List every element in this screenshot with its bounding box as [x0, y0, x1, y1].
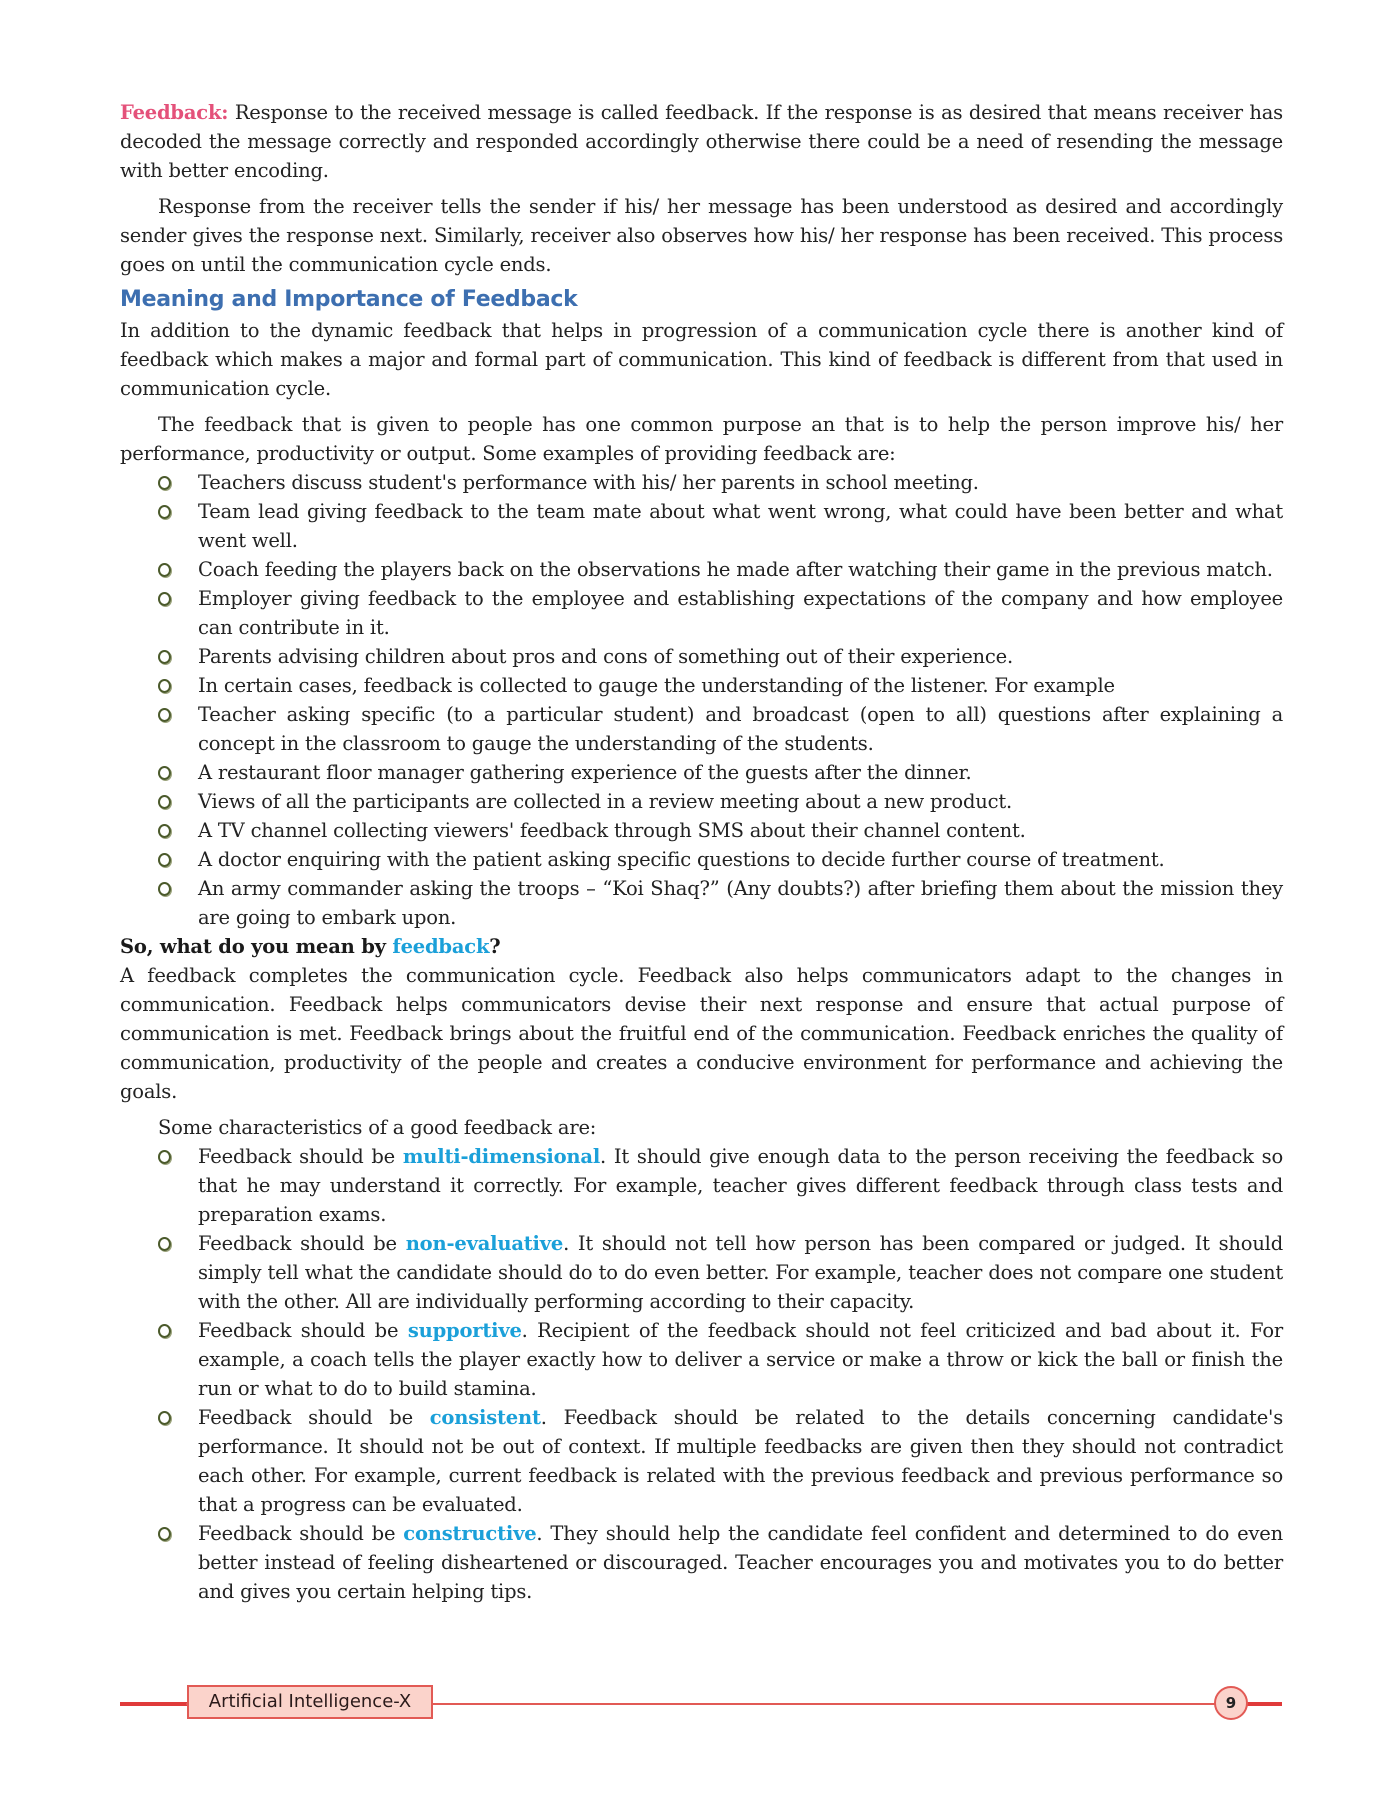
characteristic-term: supportive: [407, 1319, 522, 1342]
circle-bullet-icon: [158, 592, 171, 606]
list-item: Feedback should be multi-dimensional. It should give enough data to the person receiving the feedback so that he may understand it correctly. For example, teacher gives different feedback through class tests and preparation exams.: [120, 1142, 1283, 1229]
circle-bullet-icon: [158, 853, 171, 867]
meaning-subheading: So, what do you mean by feedback?: [120, 935, 501, 958]
circle-bullet-icon: [158, 1237, 171, 1251]
circle-bullet-icon: [158, 766, 171, 780]
footer-book-title: Artificial Intelligence-X: [187, 1685, 433, 1719]
characteristic-term: consistent: [429, 1406, 541, 1429]
characteristic-term: constructive: [403, 1522, 537, 1545]
list-item: Coach feeding the players back on the observations he made after watching their game in the previous match.: [120, 555, 1283, 584]
circle-bullet-icon: [158, 1411, 171, 1425]
list-item: An army commander asking the troops – “Koi Shaq?” (Any doubts?) after briefing them about the mission they are going to embark upon.: [120, 874, 1283, 932]
circle-bullet-icon: [158, 1324, 171, 1338]
examples-list: [120, 468, 1283, 932]
circle-bullet-icon: [158, 563, 171, 577]
list-item: Team lead giving feedback to the team mate about what went wrong, what could have been better and what went well.: [120, 497, 1283, 555]
page-content: [120, 98, 1283, 1606]
list-item: Teachers discuss student's performance with his/ her parents in school meeting.: [120, 468, 1283, 497]
page-number-badge: 9: [1214, 1686, 1248, 1720]
list-item: Teacher asking specific (to a particular student) and broadcast (open to all) questions after explaining a concept in the classroom to gauge the understanding of the students.: [120, 700, 1283, 758]
circle-bullet-icon: [158, 1150, 171, 1164]
list-item: Feedback should be supportive. Recipient of the feedback should not feel criticized and bad about it. For example, a coach tells the player exactly how to deliver a service or make a throw or kick the ball or finish the run or what to do to build stamina.: [120, 1316, 1283, 1403]
feedback-highlight: feedback: [392, 935, 490, 958]
list-item: Employer giving feedback to the employee and establishing expectations of the company and how employee can contribute in it.: [120, 584, 1283, 642]
circle-bullet-icon: [158, 824, 171, 838]
circle-bullet-icon: [158, 679, 171, 693]
feedback-lead-term: Feedback:: [120, 101, 229, 124]
section-paragraph-2: The feedback that is given to people has one common purpose an that is to help the person improve his/ her performance, productivity or output. Some examples of providing feedback are:: [120, 413, 1283, 465]
section-heading: Meaning and Importance of Feedback: [120, 287, 578, 312]
circle-bullet-icon: [158, 882, 171, 896]
intro-paragraph-1: Feedback: Response to the received message is called feedback. If the response is as desired that means receiver has decoded the message correctly and responded accordingly otherwise there could be a need of resending the message with better encoding.: [120, 101, 1283, 182]
section-paragraph-1: In addition to the dynamic feedback that helps in progression of a communication cycle there is another kind of feedback which makes a major and formal part of communication. This kind of feedback is different from that used in communication cycle.: [120, 319, 1283, 400]
circle-bullet-icon: [158, 650, 171, 664]
circle-bullet-icon: [158, 1527, 171, 1541]
list-item: Feedback should be constructive. They should help the candidate feel confident and determined to do even better instead of feeling disheartened or discouraged. Teacher encourages you and motivates you to do better and gives you certain helping tips.: [120, 1519, 1283, 1606]
list-item: Views of all the participants are collected in a review meeting about a new product.: [120, 787, 1283, 816]
circle-bullet-icon: [158, 795, 171, 809]
list-item: Parents advising children about pros and cons of something out of their experience.: [120, 642, 1283, 671]
list-item: Feedback should be consistent. Feedback should be related to the details concerning candidate's performance. It should not be out of context. If multiple feedbacks are given then they should not contradict each other. For example, current feedback is related with the previous feedback and previous performance so that a progress can be evaluated.: [120, 1403, 1283, 1519]
intro-paragraph-2: Response from the receiver tells the sender if his/ her message has been understood as desired and accordingly sender gives the response next. Similarly, receiver also observes how his/ her response has been received. This process goes on until the communication cycle ends.: [120, 195, 1283, 276]
list-item: In certain cases, feedback is collected to gauge the understanding of the listener. For example: [120, 671, 1283, 700]
characteristic-term: non-evaluative: [405, 1232, 564, 1255]
list-item: Feedback should be non-evaluative. It should not tell how person has been compared or judged. It should simply tell what the candidate should do to do even better. For example, teacher does not compare one student with the other. All are individually performing according to their capacity.: [120, 1229, 1283, 1316]
characteristic-term: multi-dimensional: [402, 1145, 601, 1168]
footer-rule-left: [120, 1702, 188, 1706]
circle-bullet-icon: [158, 476, 171, 490]
circle-bullet-icon: [158, 505, 171, 519]
list-item: A restaurant floor manager gathering experience of the guests after the dinner.: [120, 758, 1283, 787]
circle-bullet-icon: [158, 708, 171, 722]
footer-rule-right: [1246, 1702, 1282, 1706]
meaning-paragraph-1: A feedback completes the communication cycle. Feedback also helps communicators adapt to the changes in communication. Feedback helps communicators devise their next response and ensure that actual purpose of communication is met. Feedback brings about the fruitful end of the communication. Feedback enriches the quality of communication, productivity of the people and creates a conducive environment for performance and achieving the goals.: [120, 964, 1283, 1103]
meaning-paragraph-2: Some characteristics of a good feedback are:: [158, 1116, 597, 1139]
list-item: A doctor enquiring with the patient asking specific questions to decide further course of treatment.: [120, 845, 1283, 874]
characteristics-list: [120, 1142, 1283, 1606]
list-item: A TV channel collecting viewers' feedback through SMS about their channel content.: [120, 816, 1283, 845]
